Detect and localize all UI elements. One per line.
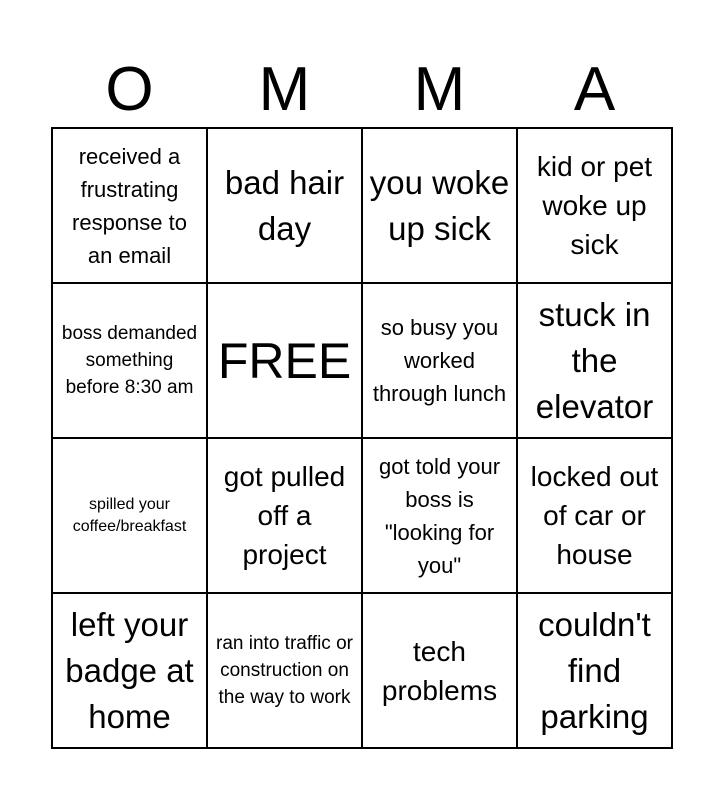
bingo-cell[interactable]	[53, 129, 208, 284]
bingo-cell[interactable]	[518, 284, 673, 439]
bingo-cell[interactable]	[53, 594, 208, 749]
cell-text: left your badge at home	[65, 605, 194, 735]
header-letter-3: M	[413, 55, 466, 124]
cell-text: spilled your coffee/breakfast	[72, 495, 187, 535]
bingo-cell[interactable]	[363, 129, 518, 284]
cell-text: locked out of car or house	[530, 461, 659, 570]
header-letter-1: O	[105, 55, 154, 124]
bingo-grid	[51, 127, 673, 749]
bingo-cell[interactable]	[208, 129, 363, 284]
free-cell[interactable]	[208, 284, 363, 439]
cell-text: you woke up sick	[369, 163, 510, 247]
cell-text: got pulled off a project	[223, 461, 346, 570]
bingo-cell[interactable]	[363, 439, 518, 594]
bingo-cell[interactable]	[363, 594, 518, 749]
cell-text: stuck in the elevator	[535, 295, 654, 425]
bingo-cell[interactable]	[53, 439, 208, 594]
cell-text: ran into traffic or construction on the way to work	[216, 633, 353, 708]
cell-text: tech problems	[381, 635, 498, 706]
cell-text: bad hair day	[224, 163, 345, 247]
cell-text: FREE	[217, 332, 352, 389]
cell-text: received a frustrating response to an email	[72, 143, 187, 268]
bingo-cell[interactable]	[53, 284, 208, 439]
bingo-cell[interactable]	[208, 594, 363, 749]
bingo-cell[interactable]	[363, 284, 518, 439]
bingo-cell[interactable]	[208, 439, 363, 594]
bingo-header	[52, 52, 672, 128]
cell-text: so busy you worked through lunch	[372, 315, 507, 406]
cell-text: got told your boss is "looking for you"	[378, 453, 501, 578]
header-letter-2: M	[258, 55, 311, 124]
bingo-cell[interactable]	[518, 439, 673, 594]
bingo-cell[interactable]	[518, 594, 673, 749]
cell-text: kid or pet woke up sick	[536, 151, 653, 260]
header-letter-4: A	[573, 55, 616, 124]
bingo-cell[interactable]	[518, 129, 673, 284]
cell-text: couldn't find parking	[538, 605, 651, 735]
cell-text: boss demanded something before 8:30 am	[61, 323, 198, 398]
